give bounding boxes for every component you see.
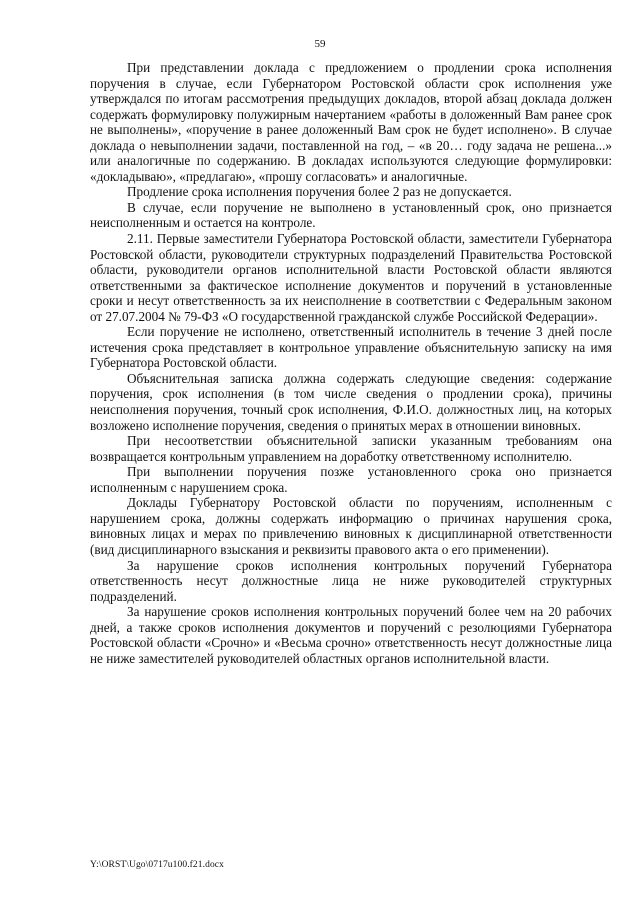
paragraph-late-reports: Доклады Губернатору Ростовской области по поручениям, исполненным с нарушением срока, должны содержать информацию о причинах нарушения срока, виновных лицах и мерах по привлечению виновных к дисциплинарной ответственности (вид дисциплинарного взыскания и реквизиты правового акта о его применении). bbox=[90, 495, 612, 557]
paragraph-explanatory-note-contents: Объяснительная записка должна содержать следующие сведения: содержание поручения, срок исполнения (в том числе сведения о продлении срока), причины неисполнения поручения, точный срок исполнения, Ф.И.О. должностных лиц, на которых возложено исполнение поручения, сведения о принятых мерах в отношении виновных. bbox=[90, 370, 612, 433]
paragraph-unfulfilled-status: В случае, если поручение не выполнено в установленный срок, оно признается неисполненным и остается на контроле. bbox=[90, 199, 612, 231]
document-body bbox=[90, 60, 612, 666]
file-path-footer: Y:\ORST\Ugo\0717u100.f21.docx bbox=[90, 860, 224, 870]
paragraph-responsibility-deputies: За нарушение сроков исполнения контрольных поручений более чем на 20 рабочих дней, а также сроков исполнения документов и поручений с резолюциями Губернатора Ростовской области «Срочно» и «Весьма срочно» ответственность несут должностные лица не ниже заместителей руководителей областных органов исполнительной власти. bbox=[90, 604, 612, 666]
paragraph-extension-limit: Продление срока исполнения поручения более 2 раз не допускается. bbox=[127, 184, 512, 200]
paragraph-explanatory-note-deadline: Если поручение не исполнено, ответственный исполнитель в течение 3 дней после истечения срока представляет в контрольное управление объяснительную записку на имя Губернатора Ростовской области. bbox=[90, 324, 612, 371]
paragraph-responsibility-heads: За нарушение сроков исполнения контрольных поручений Губернатора ответственность несут должностные лица не ниже руководителей структурных подразделений. bbox=[90, 557, 612, 604]
paragraph-note-return: При несоответствии объяснительной записки указанным требованиям она возвращается контрольным управлением на доработку ответственному исполнителю. bbox=[90, 433, 612, 464]
page-number: 59 bbox=[314, 38, 326, 50]
paragraph-section-2-11: 2.11. Первые заместители Губернатора Ростовской области, заместители Губернатора Ростовской области, руководители структурных подразделений Правительства Ростовской области, руководители органов исполнительной власти Ростовской области являются ответственными за фактическое исполнение документов и поручений в установленные сроки и несут ответственность за их неисполнение в соответствии с Федеральным законом от 27.07.2004 № 79-ФЗ «О государственной гражданской службе Российской Федерации». bbox=[90, 231, 612, 324]
paragraph-extension-report: При представлении доклада с предложением о продлении срока исполнения поручения в случае, если Губернатором Ростовской области срок исполнения уже утверждался по итогам рассмотрения предыдущих докладов, второй абзац доклада должен содержать формулировку полужирным начертанием «работы в доложенный Вам ранее срок не выполнены», «поручение в ранее доложенный Вам срок не будет исполнено». В случае доклада о невыполнении задачи, поставленной на год, – «в 20… году задача не решена...» или аналогичные по содержанию. В докладах используются следующие формулировки: «докладываю», «предлагаю», «прошу согласовать» и аналогичные. bbox=[90, 60, 612, 184]
paragraph-late-execution: При выполнении поручения позже установленного срока оно признается исполненным с нарушением срока. bbox=[90, 464, 612, 495]
